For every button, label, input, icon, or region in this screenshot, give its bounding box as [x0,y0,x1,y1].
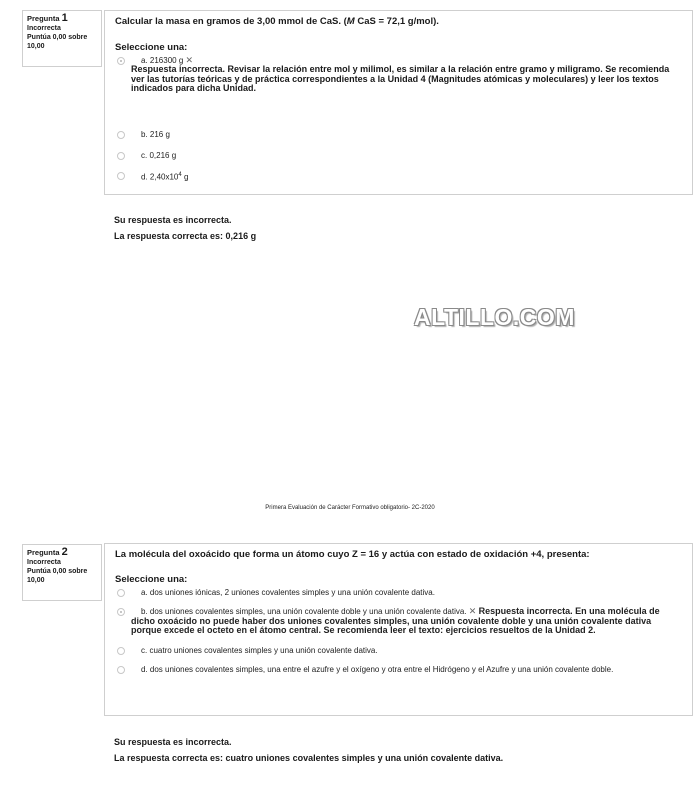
option-label: c. 0,216 g [141,150,177,160]
question-grade: Puntúa 0,00 sobre 10,00 [27,34,88,50]
page-footer: Primera Evaluación de Carácter Formativo obligatorio- 2C-2020 [265,505,435,511]
incorrect-x-icon: ✕ [468,606,477,616]
question-label: Pregunta [27,14,60,23]
answer-option-d[interactable] [115,171,682,182]
answer-option-b[interactable] [115,607,682,636]
radio-button[interactable] [117,666,125,674]
answer-option-a[interactable] [115,56,682,65]
option-label: b. 216 g [141,129,170,139]
question-number [27,14,97,23]
answer-option-b[interactable] [115,130,682,139]
right-answer: La respuesta correcta es: cuatro uniones covalentes simples y una unión covalente dativa. [114,753,504,763]
answer-option-c[interactable] [115,151,682,160]
question-text: La molécula del oxoácido que forma un átomo cuyo Z = 16 y actúa con estado de oxidación +4, presenta: [115,549,590,560]
radio-button[interactable] [117,589,125,597]
option-label: d. 2,40x10 [141,172,179,182]
option-label: a. 216300 g [141,56,184,65]
question-state: Incorrecta [27,25,61,32]
answer-prompt: Seleccione una: [115,574,188,585]
outcome-2 [114,734,503,766]
question-state: Incorrecta [27,559,61,566]
question-info-2 [22,544,102,601]
feedback-text: Respuesta incorrecta. En una molécula de dicho oxoácido no puede haber dos uniones covalentes simples, una unión covalente doble y una unión covalente dativa porque excede el octeto en el átomo central. Se recomienda leer el texto: ejercicios resueltos de la Unidad 2. [131,606,660,635]
question-number-value: 2 [61,546,68,558]
outcome-text: Su respuesta es incorrecta. [114,737,232,747]
answer-option-d[interactable] [115,665,682,674]
question-content-2 [104,543,693,716]
radio-button[interactable] [117,172,125,180]
right-answer: La respuesta correcta es: 0,216 g [114,231,257,241]
incorrect-x-icon: ✕ [185,55,194,65]
option-label: d. dos uniones covalentes simples, una entre el azufre y el oxígeno y otra entre el Hidrógeno y el Azufre y una unión covalente doble. [141,664,614,674]
option-label: b. dos uniones covalentes simples, una unión covalente doble y una unión covalente dativa. [141,607,467,616]
option-label: c. cuatro uniones covalentes simples y una unión covalente dativa. [141,645,378,655]
watermark: ALTILLO.COM [414,304,575,330]
feedback-text: Respuesta incorrecta. Revisar la relación entre mol y milimol, es similar a la relación entre gramo y miligramo. Se recomienda ver las tutorías teóricas y de práctica correspondientes a la Unidad 4 (Magnitudes atómicas y moleculares) y leer los textos indicados para dicha Unidad. [131,64,670,93]
answer-prompt: Seleccione una: [115,42,188,53]
question-text: Calcular la masa en gramos de 3,00 mmol de CaS. (M CaS = 72,1 g/mol). [115,16,439,27]
radio-button-selected[interactable] [117,57,125,65]
question-label: Pregunta [27,548,60,557]
question-number-value: 1 [61,12,68,24]
radio-button[interactable] [117,647,125,655]
outcome-text: Su respuesta es incorrecta. [114,215,232,225]
question-content-1 [104,10,693,195]
option-unit: g [181,172,189,182]
question-info-1 [22,10,102,67]
option-label: a. dos uniones iónicas, 2 uniones covalentes simples y una unión covalente dativa. [141,588,435,597]
question-number [27,548,97,557]
radio-button[interactable] [117,131,125,139]
question-grade: Puntúa 0,00 sobre 10,00 [27,568,88,584]
answer-option-a[interactable] [115,588,682,597]
radio-button[interactable] [117,152,125,160]
radio-button-selected[interactable] [117,608,125,616]
answer-option-c[interactable] [115,646,682,655]
outcome-1 [114,212,256,244]
option-exponent: 4 [178,171,182,178]
